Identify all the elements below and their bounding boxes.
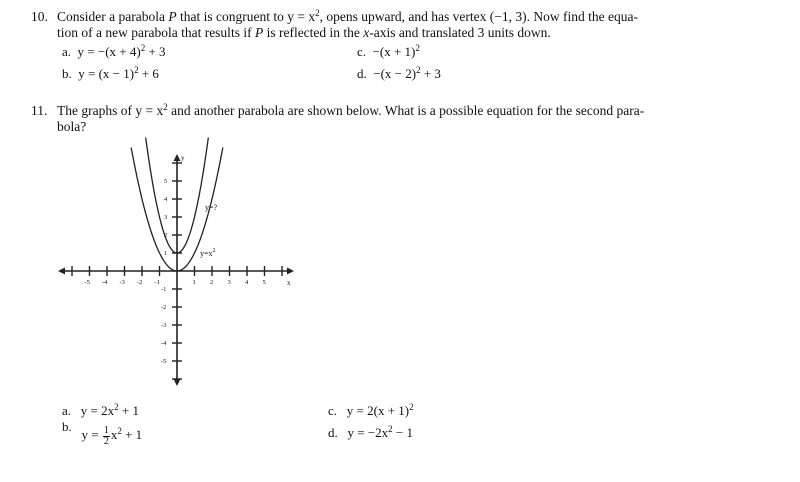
y-axis-arrow-up [174, 154, 181, 161]
q11-option-b [62, 419, 143, 447]
option-exp: 2 [140, 43, 146, 53]
option-letter: d. [357, 66, 367, 81]
option-exp: 2 [114, 402, 119, 412]
option-exp: 2 [416, 65, 421, 75]
option-tail: + 1 [118, 403, 139, 418]
x-tick-label: -3 [119, 279, 125, 286]
q10-text-b: that is congruent to [176, 9, 288, 24]
option-letter: b. [62, 419, 72, 434]
y-tick-label: 3 [164, 214, 168, 221]
y-tick-label: 1 [164, 250, 168, 257]
q10-text-d: Now find the equa- [530, 9, 638, 24]
q10-y-eq: y = x [287, 9, 316, 24]
option-text: y = 2x [80, 403, 115, 418]
x-tick-label: 5 [262, 279, 266, 286]
option-tail: + 1 [121, 427, 143, 442]
q10-var-p-2: P [254, 25, 264, 40]
x-tick-label: 3 [227, 279, 231, 286]
y-tick-label: -1 [161, 286, 167, 293]
q11-text-b: and another parabola are shown below. What is a possible equation for the second para- [167, 103, 645, 118]
option-letter: a. [62, 44, 72, 59]
x-tick-label: 4 [245, 279, 249, 286]
y-tick-label: -3 [161, 322, 167, 329]
option-letter: c. [328, 403, 338, 418]
option-text: y = −(x + 4) [77, 44, 141, 59]
q11-option-d [328, 425, 413, 441]
option-text: −(x + 1) [372, 44, 416, 59]
option-letter: d. [328, 425, 338, 440]
label-unknown-parabola: y=? [205, 203, 218, 212]
y-tick-label: -4 [161, 340, 167, 347]
option-tail: + 6 [138, 66, 159, 81]
q10-line2-a: tion of a new parabola that results if [57, 25, 255, 40]
option-text: y = (x − 1) [78, 66, 135, 81]
q10-text-a: Consider a parabola [57, 9, 169, 24]
fraction-numerator: 1 [103, 424, 109, 436]
x-tick-label: -1 [154, 279, 160, 286]
label-known-parabola [200, 248, 216, 258]
option-tail: + 3 [145, 44, 166, 59]
y-tick-label: 5 [164, 178, 168, 185]
option-letter: b. [62, 66, 72, 81]
fraction-one-half [103, 426, 110, 447]
option-exp: 2 [409, 402, 414, 412]
y-tick-label: -5 [161, 358, 167, 365]
q10-exp: 2 [315, 8, 320, 18]
q10-line2-c: -axis and translated 3 units down. [369, 25, 551, 40]
y-tick-label: 2 [164, 232, 168, 239]
option-pre: y = [81, 427, 102, 442]
option-text: y = −2x [347, 425, 389, 440]
x-tick-label: 2 [210, 279, 214, 286]
option-exp: 2 [388, 424, 393, 434]
q11-y-eq: y = x [135, 103, 164, 118]
option-exp: 2 [134, 65, 139, 75]
x-axis-arrow-left [58, 268, 65, 275]
x-tick-label: -5 [84, 279, 90, 286]
option-exp: 2 [415, 43, 420, 53]
y-tick-label: 4 [164, 196, 168, 203]
y-axis-label: y [181, 154, 185, 162]
q11-exp: 2 [163, 102, 168, 112]
option-text: x [110, 427, 118, 442]
option-letter: a. [62, 403, 72, 418]
q11-option-a [62, 403, 139, 419]
q10-axis: x [363, 25, 370, 40]
q10-line2-b: is reflected in the [263, 25, 364, 40]
option-tail: − 1 [392, 425, 414, 440]
q11-text-a: The graphs of [57, 103, 136, 118]
q11-option-c [328, 403, 414, 419]
q11-line2: bola? [57, 119, 87, 134]
option-text: y = 2(x + 1) [346, 403, 410, 418]
option-letter: c. [357, 44, 367, 59]
x-tick-label: -2 [137, 279, 143, 286]
x-axis-label: x [287, 279, 291, 287]
x-axis-arrow-right [287, 268, 294, 275]
option-tail: + 3 [420, 66, 441, 81]
x-tick-label: -4 [102, 279, 108, 286]
q11-number: 11. [31, 103, 48, 118]
y-tick-label: -2 [161, 304, 167, 311]
option-text: −(x − 2) [373, 66, 417, 81]
q10-number: 10. [31, 9, 48, 24]
option-exp: 2 [117, 426, 122, 436]
fraction-denominator: 2 [103, 435, 109, 447]
q10-var-p: P [168, 9, 177, 24]
y-axis-arrow-down [174, 379, 181, 386]
label-known-exp: 2 [212, 248, 216, 254]
x-tick-label: 1 [192, 279, 196, 286]
q10-text-c: , opens upward, and has vertex [319, 9, 490, 24]
label-known-base: y=x [200, 249, 213, 258]
q10-vertex: (−1, 3). [489, 9, 531, 24]
